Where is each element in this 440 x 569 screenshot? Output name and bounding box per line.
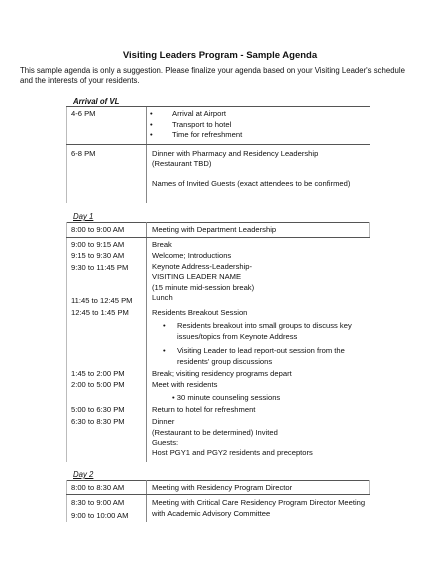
day2-row-rule — [66, 494, 370, 495]
day2-time-1: 8:00 to 8:30 AM — [71, 483, 125, 492]
day1-top-rule — [66, 222, 370, 223]
arrival-heading: Arrival of VL — [73, 97, 120, 106]
day1-activity-keynote: Keynote Address-Leadership- — [152, 262, 253, 271]
list-item: • Visiting Leader to lead report-out session from the — [163, 346, 345, 356]
arrival-row-rule — [66, 144, 370, 145]
day2-left-border — [66, 480, 67, 522]
day1-row-rule — [66, 237, 370, 238]
list-item: • Time for refreshment — [150, 130, 243, 140]
bullet-icon: • — [150, 130, 153, 140]
arrival-top-rule — [66, 106, 370, 107]
day2-time-2: 8:30 to 9:00 AM — [71, 498, 125, 507]
day1-activity-break: Break — [152, 240, 172, 249]
day2-activity-2: Meeting with Critical Care Residency Program Director Meeting — [152, 498, 366, 507]
day2-activity-3: with Academic Advisory Committee — [152, 509, 271, 518]
bullet-icon: • — [150, 109, 153, 118]
breakout-list — [163, 321, 352, 367]
day1-time-8: 5:00 to 6:30 PM — [71, 405, 125, 414]
day2-heading: Day 2 — [73, 470, 94, 479]
bullet-icon: • — [150, 119, 153, 129]
day1-activity-leader-name: VISITING LEADER NAME — [152, 272, 242, 281]
list-item: • Residents breakout into small groups to discuss key — [163, 321, 352, 330]
day1-activity-welcome: Welcome; Introductions — [152, 251, 232, 260]
arrival-dinner-line-1: Dinner with Pharmacy and Residency Leadership — [152, 149, 319, 158]
day1-activity-restaurant: (Restaurant to be determined) Invited — [152, 428, 278, 437]
arrival-list — [150, 109, 243, 141]
arrival-dinner-line-2: (Restaurant TBD) — [152, 159, 212, 168]
day2-activity-1: Meeting with Residency Program Director — [152, 483, 293, 492]
day1-left-border — [66, 222, 67, 462]
day1-time-9: 6:30 to 8:30 PM — [71, 417, 125, 426]
list-item: • Transport to hotel — [150, 119, 232, 129]
day1-activity-0: Meeting with Department Leadership — [152, 225, 277, 234]
day1-time-2: 9:15 to 9:30 AM — [71, 251, 125, 260]
day1-activity-return: Return to hotel for refreshment — [152, 405, 256, 414]
day1-activity-lunch: Lunch — [152, 293, 173, 302]
arrival-time-1: 4-6 PM — [71, 109, 96, 118]
day1-heading: Day 1 — [73, 212, 94, 221]
list-item: residents' group discussions — [177, 356, 273, 366]
arrival-time-2: 6-8 PM — [71, 149, 96, 158]
bullet-icon: • — [163, 321, 166, 330]
arrival-column-divider — [146, 107, 147, 203]
day1-time-6: 1:45 to 2:00 PM — [71, 369, 125, 378]
day1-activity-meet: Meet with residents — [152, 380, 218, 389]
arrival-left-border — [66, 107, 67, 203]
day1-activity-depart: Break; visiting residency programs depart — [152, 369, 292, 378]
day1-column-divider — [146, 222, 147, 462]
day1-activity-mid-break: (15 minute mid-session break) — [152, 283, 255, 292]
day1-time-0: 8:00 to 9:00 AM — [71, 225, 125, 234]
day1-activity-dinner: Dinner — [152, 417, 175, 426]
document-title: Visiting Leaders Program - Sample Agenda — [122, 50, 318, 61]
day1-time-3: 9:30 to 11:45 PM — [71, 263, 129, 272]
day2-time-3: 9:00 to 10:00 AM — [71, 511, 129, 520]
list-item: issues/topics from Keynote Address — [177, 331, 298, 341]
day2-top-rule — [66, 480, 370, 481]
day1-time-7: 2:00 to 5:00 PM — [71, 380, 125, 389]
day1-counsel-item: • 30 minute counseling sessions — [172, 393, 281, 402]
day1-activity-guests: Guests: — [152, 438, 179, 447]
day2-right-border — [369, 480, 370, 495]
list-item: • Arrival at Airport — [150, 109, 227, 118]
day1-activity-breakout: Residents Breakout Session — [152, 308, 248, 317]
intro-paragraph: This sample agenda is only a suggestion. Please finalize your agenda based on your Visiting Leader's schedule and the interests of your residents. — [20, 66, 405, 86]
day1-activity-host: Host PGY1 and PGY2 residents and preceptors — [152, 448, 313, 457]
day1-time-5: 12:45 to 1:45 PM — [71, 308, 129, 317]
day1-time-1: 9:00 to 9:15 AM — [71, 240, 125, 249]
day2-column-divider — [146, 480, 147, 522]
day1-time-4: 11:45 to 12:45 PM — [71, 296, 133, 305]
day1-right-border — [369, 222, 370, 238]
arrival-guests-line: Names of Invited Guests (exact attendees to be confirmed) — [152, 179, 351, 188]
bullet-icon: • — [163, 346, 166, 356]
bullet-icon: • — [172, 393, 175, 402]
